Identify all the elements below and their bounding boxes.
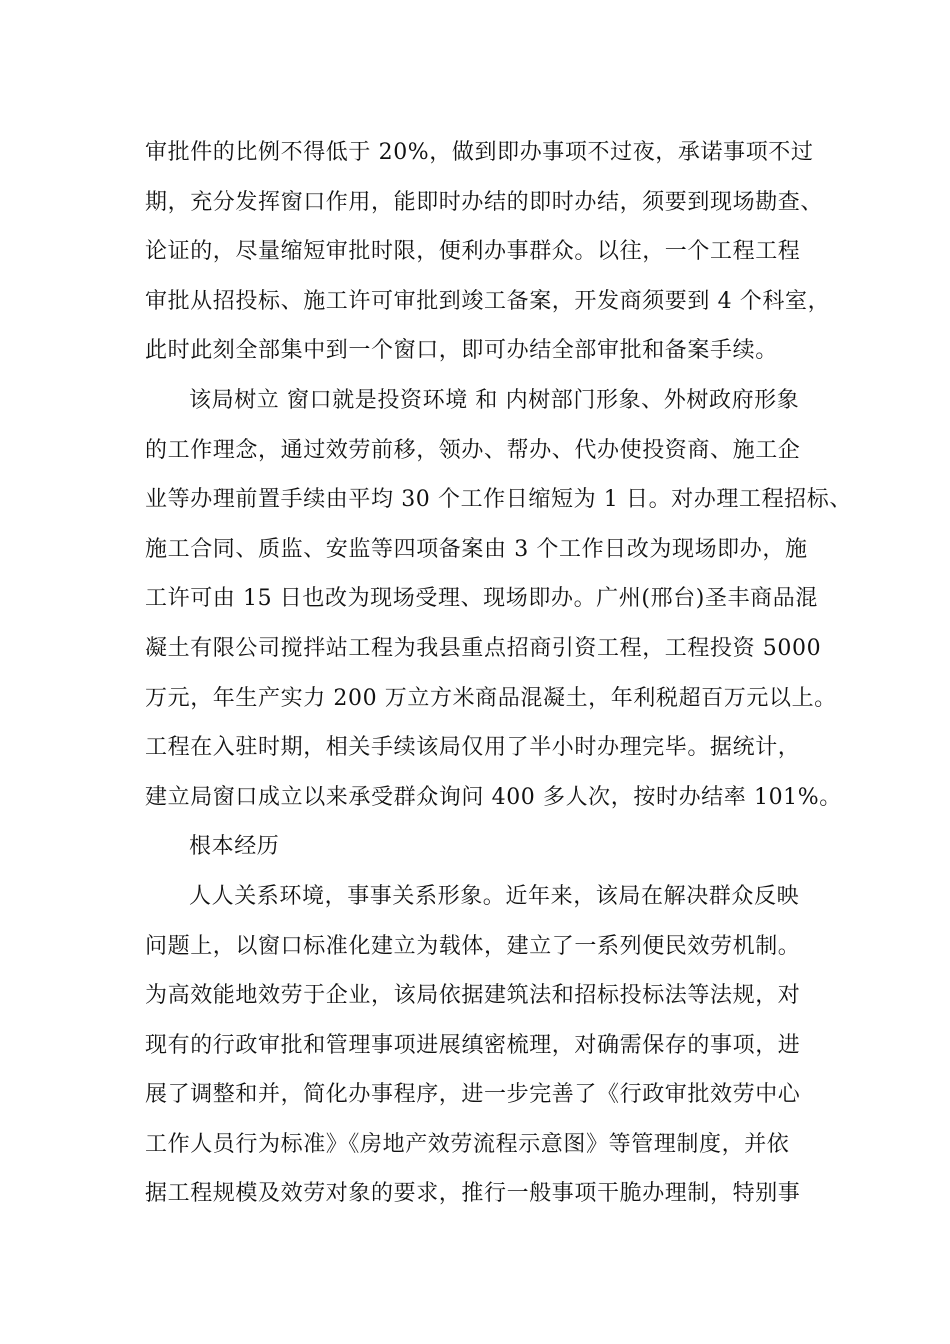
text-line: 审批件的比例不得低于 20%，做到即办事项不过夜，承诺事项不过 bbox=[145, 140, 814, 165]
text-line: 审批从招投标、施工许可审批到竣工备案，开发商须要到 4 个科室， bbox=[145, 288, 831, 314]
text-line: 期，充分发挥窗口作用，能即时办结的即时办结，须要到现场勘查、 bbox=[145, 189, 824, 215]
text-line: 此时此刻全部集中到一个窗口，即可办结全部审批和备案手续。 bbox=[145, 338, 778, 364]
paragraph-first-line: 人人关系环境，事事关系形象。近年来，该局在解决群众反映 bbox=[189, 883, 800, 909]
text-line: 论证的，尽量缩短审批时限，便利办事群众。以往，一个工程工程 bbox=[145, 239, 801, 265]
text-line: 据工程规模及效劳对象的要求，推行一般事项干脆办理制，特别事 bbox=[145, 1181, 801, 1207]
text-line: 工程在入驻时期，相关手续该局仅用了半小时办理完毕。据统计， bbox=[145, 735, 801, 761]
section-heading: 根本经历 bbox=[189, 834, 280, 860]
text-line: 凝土有限公司搅拌站工程为我县重点招商引资工程，工程投资 5000 bbox=[145, 635, 822, 661]
text-line: 施工合同、质监、安监等四项备案由 3 个工作日改为现场即办，施 bbox=[145, 536, 808, 562]
text-line: 万元，年生产实力 200 万立方米商品混凝土，年利税超百万元以上。 bbox=[145, 685, 837, 711]
text-line: 现有的行政审批和管理事项进展缜密梳理，对确需保存的事项，进 bbox=[145, 1032, 801, 1058]
text-line: 建立局窗口成立以来承受群众询问 400 多人次，按时办结率 101%。 bbox=[145, 784, 842, 810]
paragraph-first-line: 该局树立 窗口就是投资环境 和 内树部门形象、外树政府形象 bbox=[189, 387, 800, 413]
text-line: 的工作理念，通过效劳前移，领办、帮办、代办使投资商、施工企 bbox=[145, 437, 801, 463]
text-line: 工作人员行为标准》《房地产效劳流程示意图》等管理制度，并依 bbox=[145, 1131, 790, 1157]
text-line: 问题上，以窗口标准化建立为载体，建立了一系列便民效劳机制。 bbox=[145, 933, 801, 959]
text-line: 展了调整和并，简化办事程序，进一步完善了《行政审批效劳中心 bbox=[145, 1082, 801, 1108]
text-line: 为高效能地效劳于企业，该局依据建筑法和招标投标法等法规，对 bbox=[145, 983, 801, 1009]
text-line: 业等办理前置手续由平均 30 个工作日缩短为 1 日。对办理工程招标、 bbox=[145, 487, 852, 513]
text-line: 工许可由 15 日也改为现场受理、现场即办。广州(邢台)圣丰商品混 bbox=[145, 586, 818, 612]
document-body bbox=[145, 128, 852, 1219]
